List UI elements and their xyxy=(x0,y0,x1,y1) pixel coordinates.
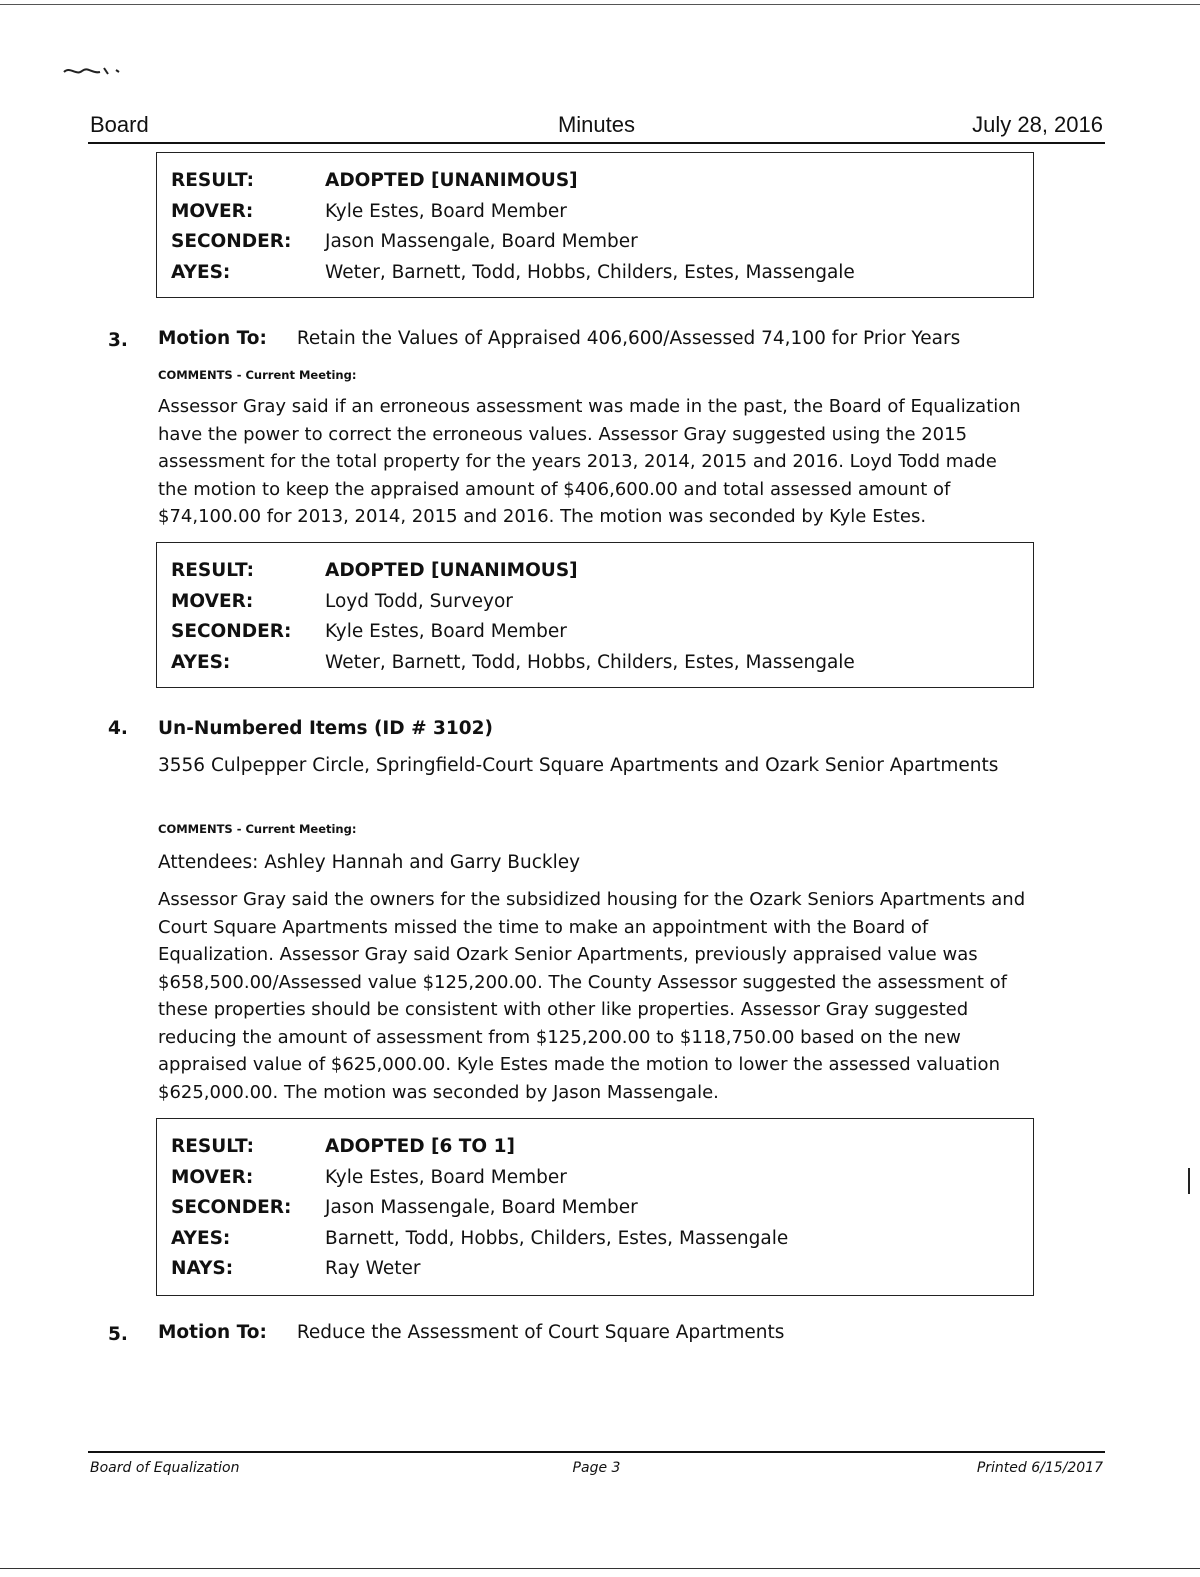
paragraph-line: have the power to correct the erroneous values. Assessor Gray suggested using the 2015 xyxy=(158,423,968,445)
ayes-label: AYES: xyxy=(171,1227,231,1249)
seconder-label: SECONDER: xyxy=(171,1197,292,1218)
paragraph-line: $658,500.00/Assessed value $125,200.00. The County Assessor suggested the assessment of xyxy=(158,971,1007,993)
seconder-value: Jason Massengale, Board Member xyxy=(325,1197,638,1218)
motion-label: Motion To: xyxy=(158,1322,267,1343)
paragraph-line: the motion to keep the appraised amount of $406,600.00 and total assessed amount of xyxy=(158,478,951,500)
handwritten-mark-icon xyxy=(62,60,142,82)
paragraph-line: Assessor Gray said the owners for the subsidized housing for the Ozark Seniors Apartments and xyxy=(158,889,1026,910)
scan-margin-mark xyxy=(1188,1168,1190,1194)
mover-value: Kyle Estes, Board Member xyxy=(325,1166,567,1188)
motion-text: Reduce the Assessment of Court Square Apartments xyxy=(296,1322,785,1343)
result-value: ADOPTED [UNANIMOUS] xyxy=(325,560,578,581)
paragraph-line: Court Square Apartments missed the time to make an appointment with the Board of xyxy=(158,916,929,938)
paragraph-line: these properties should be consistent with other like properties. Assessor Gray suggested xyxy=(158,999,969,1020)
paragraph-line: Equalization. Assessor Gray said Ozark Senior Apartments, previously appraised value was xyxy=(158,944,978,965)
mover-label: MOVER: xyxy=(171,590,254,612)
comments-label: COMMENTS - Current Meeting: xyxy=(158,822,357,836)
paragraph-line: reducing the amount of assessment from $125,200.00 to $118,750.00 based on the new xyxy=(158,1026,961,1048)
item-title-text: Un-Numbered Items (ID # 3102) xyxy=(158,718,493,739)
footer-printed-date: Printed 6/15/2017 xyxy=(976,1460,1103,1476)
seconder-value: Jason Massengale, Board Member xyxy=(325,231,638,252)
footer-left: Board of Equalization xyxy=(90,1460,240,1476)
vote-result-box xyxy=(156,1118,1034,1296)
item-subtitle: 3556 Culpepper Circle, Springfield-Court Square Apartments and Ozark Senior Apartments xyxy=(158,755,999,776)
result-label: RESULT: xyxy=(171,560,254,581)
paragraph-line: Assessor Gray said if an erroneous assessment was made in the past, the Board of Equalization xyxy=(158,396,1021,417)
paragraph-line: assessment for the total property for the years 2013, 2014, 2015 and 2016. Loyd Todd made xyxy=(158,451,997,472)
seconder-label: SECONDER: xyxy=(171,231,292,252)
page-header xyxy=(88,110,1105,144)
paragraph-line: appraised value of $625,000.00. Kyle Estes made the motion to lower the assessed valuation xyxy=(158,1054,1000,1075)
result-value: ADOPTED [6 TO 1] xyxy=(325,1136,515,1157)
motion-text: Retain the Values of Appraised 406,600/Assessed 74,100 for Prior Years xyxy=(296,328,961,349)
paragraph-line: $625,000.00. The motion was seconded by Jason Massengale. xyxy=(158,1081,719,1103)
comments-paragraph xyxy=(158,886,1038,1106)
ayes-value: Weter, Barnett, Todd, Hobbs, Childers, Estes, Massengale xyxy=(325,261,855,283)
ayes-value: Barnett, Todd, Hobbs, Childers, Estes, Massengale xyxy=(325,1227,789,1249)
attendees: Attendees: Ashley Hannah and Garry Buckley xyxy=(158,852,581,873)
seconder-value: Kyle Estes, Board Member xyxy=(325,621,567,642)
result-label: RESULT: xyxy=(171,170,254,191)
vote-result-box xyxy=(156,542,1034,688)
nays-label: NAYS: xyxy=(171,1258,234,1279)
scan-bottom-edge-line xyxy=(0,1568,1200,1569)
paragraph-line: $74,100.00 for 2013, 2014, 2015 and 2016. The motion was seconded by Kyle Estes. xyxy=(158,506,927,527)
mover-value: Kyle Estes, Board Member xyxy=(325,200,567,222)
nays-value: Ray Weter xyxy=(325,1258,421,1279)
header-title: Minutes xyxy=(557,112,636,137)
vote-result-box xyxy=(156,152,1034,298)
item-number: 4. xyxy=(108,718,128,739)
mover-label: MOVER: xyxy=(171,1166,254,1188)
item-number: 5. xyxy=(108,1324,128,1345)
motion-label: Motion To: xyxy=(158,328,267,349)
result-label: RESULT: xyxy=(171,1136,254,1157)
motion-title xyxy=(158,1322,784,1343)
scan-top-edge-line xyxy=(0,4,1200,5)
seconder-label: SECONDER: xyxy=(171,621,292,642)
ayes-label: AYES: xyxy=(171,651,231,673)
result-value: ADOPTED [UNANIMOUS] xyxy=(325,170,578,191)
motion-title xyxy=(158,328,960,349)
item-title xyxy=(158,718,493,739)
ayes-label: AYES: xyxy=(171,261,231,283)
comments-label: COMMENTS - Current Meeting: xyxy=(158,368,357,382)
mover-label: MOVER: xyxy=(171,200,254,222)
page-footer xyxy=(88,1451,1105,1476)
ayes-value: Weter, Barnett, Todd, Hobbs, Childers, Estes, Massengale xyxy=(325,651,855,673)
item-number: 3. xyxy=(108,330,128,351)
header-left: Board xyxy=(90,112,149,137)
footer-page-number: Page 3 xyxy=(572,1460,621,1476)
header-date: July 28, 2016 xyxy=(972,112,1103,137)
mover-value: Loyd Todd, Surveyor xyxy=(325,590,513,612)
comments-paragraph xyxy=(158,393,1038,531)
